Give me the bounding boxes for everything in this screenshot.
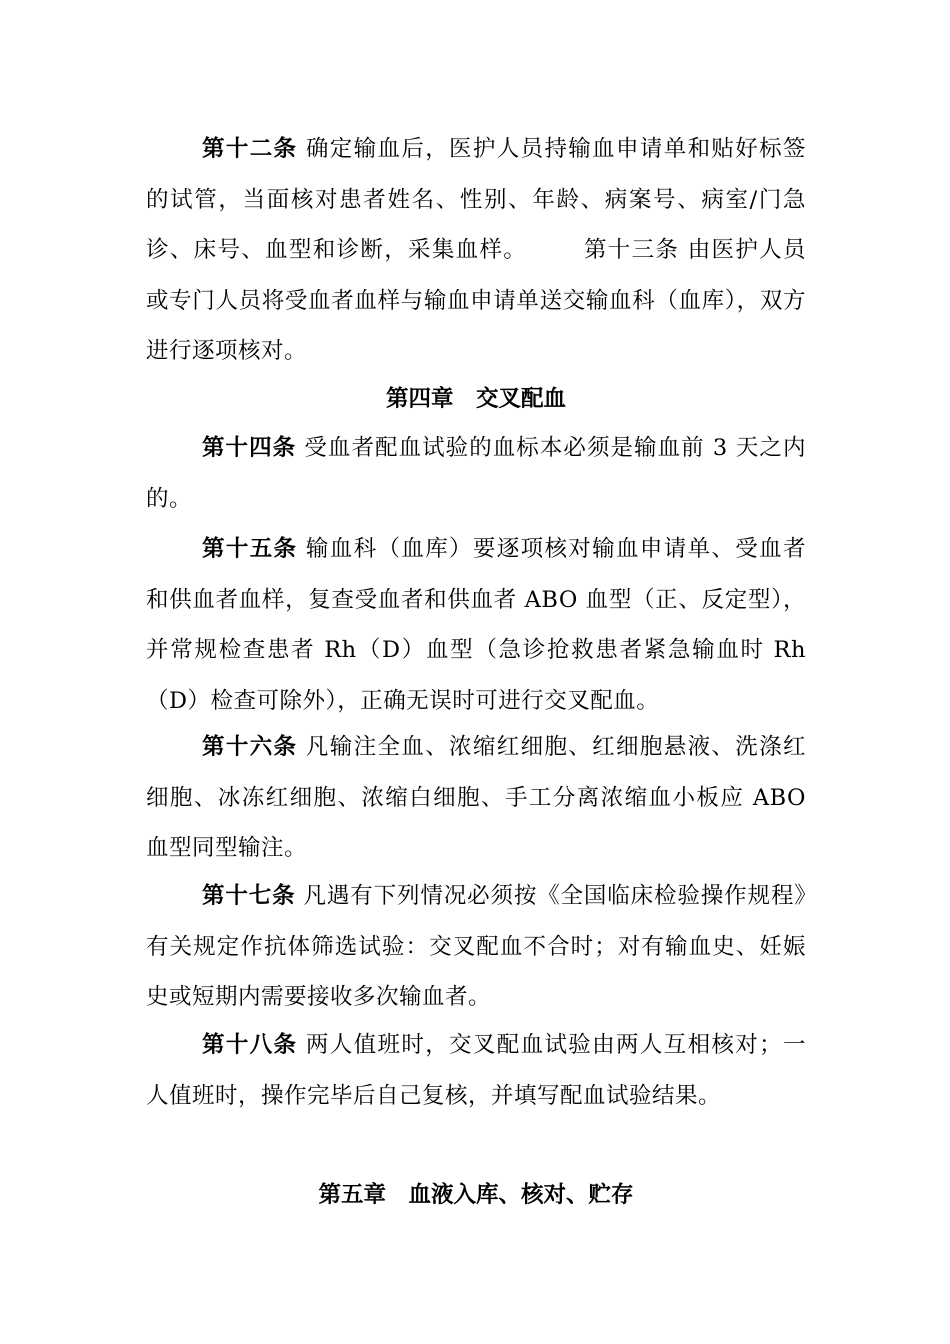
article-15-paragraph — [146, 524, 806, 726]
article-18-text: 两人值班时，交叉配血试验由两人互相核对；一人值班时，操作完毕后自己复核，并填写配血试验结果。 — [146, 1032, 806, 1109]
article-17-heading: 第十七条 — [202, 883, 296, 909]
article-17-paragraph — [146, 871, 806, 1023]
article-18-paragraph — [146, 1020, 806, 1121]
chapter-4-title: 第四章 交叉配血 — [385, 386, 566, 412]
article-14-heading: 第十四条 — [202, 435, 297, 461]
article-18-heading: 第十八条 — [202, 1032, 298, 1058]
article-16-heading: 第十六条 — [202, 734, 298, 760]
article-15-text: 输血科（血库）要逐项核对输血申请单、受血者和供血者血样，复查受血者和供血者 ABO 血型（正、反定型），并常规检查患者 Rh（D）血型（急诊抢救患者紧急输血时 Rh（D）检查可除外），正确无误时可进行交叉配血。 — [146, 536, 806, 714]
article-13-heading: 第十三条 — [583, 237, 680, 263]
article-12-heading: 第十二条 — [202, 136, 298, 162]
chapter-5-title: 第五章 血液入库、核对、贮存 — [318, 1182, 634, 1208]
article-14-text: 受血者配血试验的血标本必须是输血前 3 天之内的。 — [146, 435, 806, 512]
article-15-heading: 第十五条 — [202, 536, 298, 562]
article-13-text: 由医护人员或专门人员将受血者血样与输血申请单送交输血科（血库），双方进行逐项核对。 — [146, 237, 806, 364]
article-14-paragraph — [146, 423, 806, 524]
article-16-paragraph — [146, 722, 806, 874]
article-12-text: 确定输血后，医护人员持输血申请单和贴好标签的试管，当面核对患者姓名、性别、年龄、病案号、病室/门急诊、床号、血型和诊断，采集血样。 — [146, 136, 806, 263]
article-12-paragraph — [146, 124, 806, 377]
article-16-text: 凡输注全血、浓缩红细胞、红细胞悬液、洗涤红细胞、冰冻红细胞、浓缩白细胞、手工分离浓缩血小板应 ABO 血型同型输注。 — [146, 734, 806, 861]
article-17-text: 凡遇有下列情况必须按《全国临床检验操作规程》有关规定作抗体筛选试验：交叉配血不合时；对有输血史、妊娠史或短期内需要接收多次输血者。 — [146, 883, 806, 1010]
